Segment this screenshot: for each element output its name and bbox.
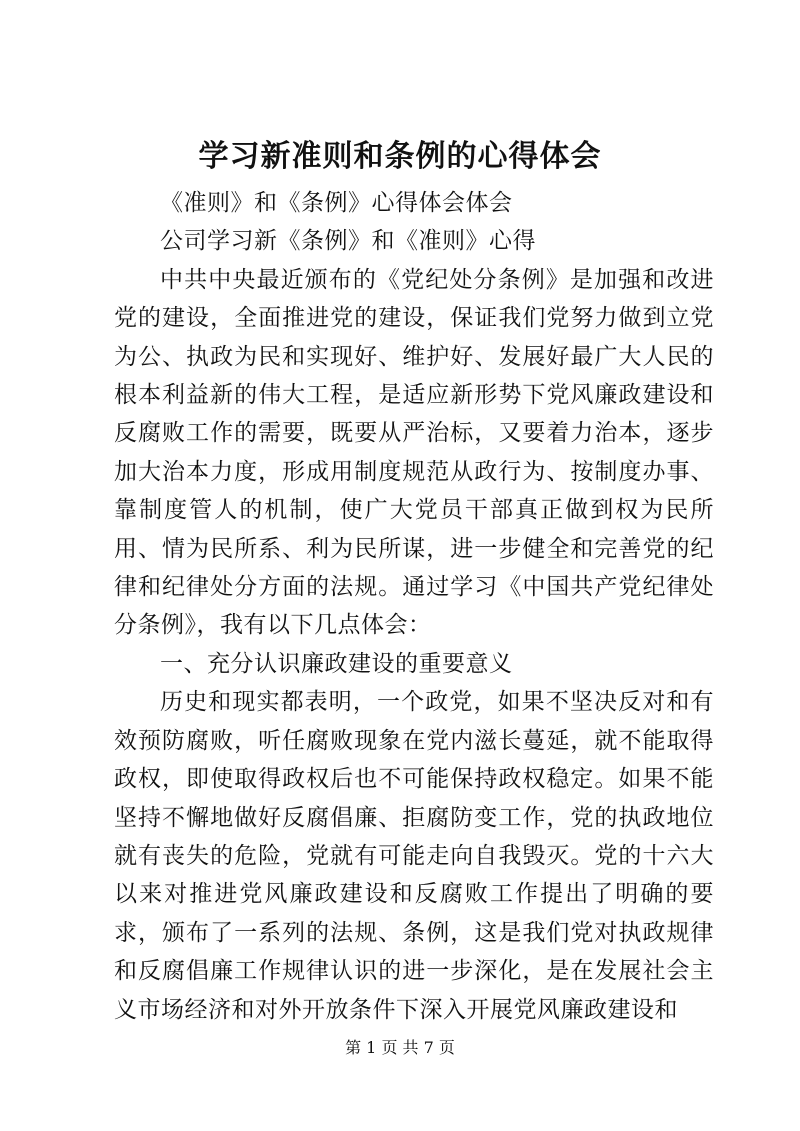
paragraph-3: 中共中央最近颁布的《党纪处分条例》是加强和改进党的建设，全面推进党的建设，保证我们党努力做到立党为公、执政为民和实现好、维护好、发展好最广大人民的根本利益新的伟大工程，是适应新形势下党风廉政建设和反腐败工作的需要，既要从严治标，又要着力治本，逐步加大治本力度，形成用制度规范从政行为、按制度办事、靠制度管人的机制，使广大党员干部真正做到权为民所用、情为民所系、利为民所谋，进一步健全和完善党的纪律和纪律处分方面的法规。通过学习《中国共产党纪律处分条例》，我有以下几点体会： xyxy=(114,266,714,639)
document-title: 学习新准则和条例的心得体会 xyxy=(198,139,602,174)
paragraph-4: 历史和现实都表明，一个政党，如果不坚决反对和有效预防腐败，听任腐败现象在党内滋长蔓延，就不能取得政权，即使取得政权后也不可能保持政权稳定。如果不能坚持不懈地做好反腐倡廉、拒腐防变工作，党的执政地位就有丧失的危险，党就有可能走向自我毁灭。党的十六大以来对推进党风廉政建设和反腐败工作提出了明确的要求，颁布了一系列的法规、条例，这是我们党对执政规律和反腐倡廉工作规律认识的进一步深化，是在发展社会主义市场经济和对外开放条件下深入开展党风廉政建设和 xyxy=(114,689,714,1023)
paragraph-2: 公司学习新《条例》和《准则》心得 xyxy=(160,228,536,255)
section-heading-1: 一、充分认识廉政建设的重要意义 xyxy=(160,650,513,677)
page-number-footer: 第 1 页 共 7 页 xyxy=(345,1038,455,1057)
paragraph-1: 《准则》和《条例》心得体会体会 xyxy=(160,190,513,216)
document-body xyxy=(114,184,714,1029)
